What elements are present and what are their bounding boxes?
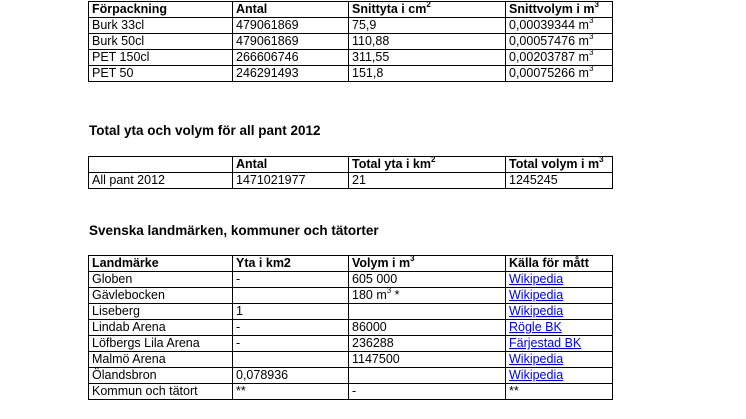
table-row <box>89 66 613 82</box>
table-cell: 1 <box>233 304 349 320</box>
header-cell: Yta i km2 <box>233 256 349 272</box>
table-cell: Gävlebocken <box>89 288 233 304</box>
table-cell: Löfbergs Lila Arena <box>89 336 233 352</box>
header-cell: Förpackning <box>89 2 233 18</box>
table-row <box>89 50 613 66</box>
table-cell <box>506 336 613 352</box>
table-cell: 479061869 <box>233 34 349 50</box>
table-cell: 0,00057476 $m^3$ <box>506 34 613 50</box>
table-cell <box>233 288 349 304</box>
source-link[interactable]: Wikipedia <box>509 368 564 382</box>
table-cell: PET 150cl <box>89 50 233 66</box>
table-cell: PET 50 <box>89 66 233 82</box>
table-cell <box>506 320 613 336</box>
table-row <box>89 272 613 288</box>
table-row <box>89 384 613 400</box>
source-link[interactable]: Wikipedia <box>509 272 564 286</box>
table-row <box>89 34 613 50</box>
table-cell <box>506 304 613 320</box>
table-cell <box>349 368 506 384</box>
table-cell: Lindab Arena <box>89 320 233 336</box>
table-row <box>89 173 613 189</box>
source-link[interactable]: Rögle BK <box>509 320 562 334</box>
table-cell: 311,55 <box>349 50 506 66</box>
header-cell: Volym i $m^3$ <box>349 256 506 272</box>
header-cell: Antal <box>233 2 349 18</box>
table-row <box>89 304 613 320</box>
table-cell <box>233 352 349 368</box>
table-cell: 1245245 <box>506 173 613 189</box>
source-link[interactable]: Färjestad BK <box>509 336 582 350</box>
table-cell <box>506 352 613 368</box>
table-cell <box>349 304 506 320</box>
table-cell: 246291493 <box>233 66 349 82</box>
section-heading-total: Total yta och volym för all pant 2012 <box>89 123 321 138</box>
header-cell: Landmärke <box>89 256 233 272</box>
table-cell: - <box>233 320 349 336</box>
table-row <box>89 288 613 304</box>
header-cell: Källa för mått <box>506 256 613 272</box>
table-cell: 110,88 <box>349 34 506 50</box>
table-cell: 21 <box>349 173 506 189</box>
table-cell: 151,8 <box>349 66 506 82</box>
table-row <box>89 336 613 352</box>
table-cell: - <box>233 272 349 288</box>
table-header-row <box>89 2 613 18</box>
table-cell: 0,00203787 $m^3$ <box>506 50 613 66</box>
table-cell: Kommun och tätort <box>89 384 233 400</box>
header-cell: Total yta i $km^2$ <box>349 157 506 173</box>
table-cell: ** <box>233 384 349 400</box>
table-cell: 75,9 <box>349 18 506 34</box>
table-cell: 180 $m^3$ * <box>349 288 506 304</box>
table-cell <box>506 368 613 384</box>
section-heading-landmarks: Svenska landmärken, kommuner och tätorter <box>89 223 379 238</box>
table-cell <box>506 272 613 288</box>
source-link[interactable]: Wikipedia <box>509 352 564 366</box>
table-cell: Malmö Arena <box>89 352 233 368</box>
table-header-row <box>89 256 613 272</box>
table-cell: - <box>349 384 506 400</box>
table-cell: 1471021977 <box>233 173 349 189</box>
header-cell: Antal <box>233 157 349 173</box>
landmarks-table <box>88 255 613 400</box>
table-cell: Burk 50cl <box>89 34 233 50</box>
table-cell: - <box>233 336 349 352</box>
header-cell <box>89 157 233 173</box>
table-cell: Ölandsbron <box>89 368 233 384</box>
packaging-table <box>88 1 613 82</box>
table-row <box>89 320 613 336</box>
table-header-row <box>89 157 613 173</box>
table-cell: 1147500 <box>349 352 506 368</box>
table-cell: Liseberg <box>89 304 233 320</box>
total-table <box>88 156 613 189</box>
header-cell: Snittvolym i $m^3$ <box>506 2 613 18</box>
table-cell: Globen <box>89 272 233 288</box>
table-row <box>89 18 613 34</box>
table-cell: 0,00075266 $m^3$ <box>506 66 613 82</box>
source-link[interactable]: Wikipedia <box>509 304 564 318</box>
table-cell: All pant 2012 <box>89 173 233 189</box>
table-cell: 479061869 <box>233 18 349 34</box>
table-row <box>89 352 613 368</box>
table-cell: Burk 33cl <box>89 18 233 34</box>
table-row <box>89 368 613 384</box>
table-cell: 0,078936 <box>233 368 349 384</box>
table-cell: 605 000 <box>349 272 506 288</box>
header-cell: Snittyta i $cm^2$ <box>349 2 506 18</box>
header-cell: Total volym i $m^3$ <box>506 157 613 173</box>
table-cell: 0,00039344 $m^3$ <box>506 18 613 34</box>
table-cell: 86000 <box>349 320 506 336</box>
table-cell: ** <box>506 384 613 400</box>
table-cell: 266606746 <box>233 50 349 66</box>
source-link[interactable]: Wikipedia <box>509 288 564 302</box>
table-cell <box>506 288 613 304</box>
table-cell: 236288 <box>349 336 506 352</box>
